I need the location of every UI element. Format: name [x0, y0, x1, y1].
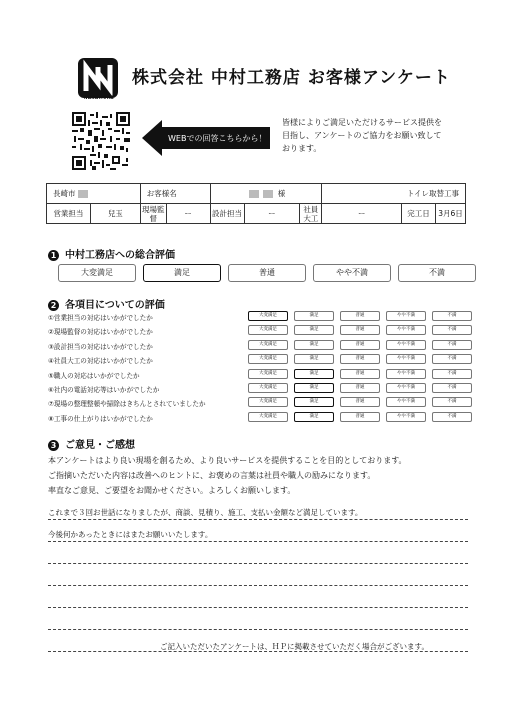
- question-label: ④社員大工の対応はいかがでしたか: [48, 357, 153, 366]
- intro-line: 皆様によりご満足いただけるサービス提供を: [282, 118, 442, 127]
- rating-option[interactable]: やや不満: [386, 354, 426, 364]
- sales-value: 兒玉: [90, 204, 140, 224]
- rating-option-selected[interactable]: 満足: [294, 412, 334, 422]
- rating-option[interactable]: 普通: [340, 340, 380, 350]
- redacted-mark: [263, 190, 273, 198]
- nakamura-logo-icon: [78, 58, 118, 98]
- section3-paragraph: [48, 453, 468, 498]
- comment-line[interactable]: 今後何かあったときにはまたお願いいたします。: [48, 524, 468, 542]
- comment-line[interactable]: [48, 546, 468, 564]
- intro-line: 目指し、アンケートのご協力をお願い致して: [282, 131, 442, 140]
- rating-option[interactable]: 普通: [340, 325, 380, 335]
- rating-option[interactable]: 大変満足: [248, 354, 288, 364]
- rating-option[interactable]: 大変満足: [248, 397, 288, 407]
- overall-option[interactable]: 普通: [228, 264, 306, 282]
- section3-heading: [48, 436, 135, 451]
- overall-option[interactable]: 不満: [398, 264, 476, 282]
- comment-line[interactable]: [48, 568, 468, 586]
- question-row: [48, 383, 478, 396]
- page-title: 株式会社 中村工務店 お客様アンケート: [132, 68, 451, 88]
- rating-option[interactable]: 不満: [432, 383, 472, 393]
- rating-option[interactable]: 大変満足: [248, 369, 288, 379]
- question-label: ③設計担当の対応はいかがでしたか: [48, 342, 153, 351]
- customer-label: お客様名: [140, 184, 210, 204]
- rating-option[interactable]: 普通: [340, 412, 380, 422]
- rating-option[interactable]: 普通: [340, 383, 380, 393]
- intro-line: おります。: [282, 144, 322, 153]
- rating-option-selected[interactable]: 満足: [294, 397, 334, 407]
- rating-option[interactable]: やや不満: [386, 412, 426, 422]
- comment-line[interactable]: [48, 590, 468, 608]
- carpenter-label: 社員大工: [300, 204, 322, 224]
- section-title: ご意見・ご感想: [65, 440, 135, 451]
- rating-option[interactable]: 不満: [432, 397, 472, 407]
- intro-text: [282, 116, 472, 155]
- section-number: 2: [48, 300, 59, 311]
- overall-option-selected[interactable]: 満足: [143, 264, 221, 282]
- sales-label: 営業担当: [47, 204, 91, 224]
- customer-name-cell: 様: [210, 184, 322, 204]
- rating-option[interactable]: やや不満: [386, 397, 426, 407]
- redacted-mark: [78, 190, 88, 198]
- overall-option[interactable]: 大変満足: [58, 264, 136, 282]
- logo-text: NAKAMURA: [83, 95, 115, 100]
- rating-option[interactable]: 大変満足: [248, 383, 288, 393]
- question-row: [48, 412, 478, 425]
- rating-option[interactable]: 大変満足: [248, 412, 288, 422]
- section-title: 中村工務店への総合評価: [65, 250, 175, 261]
- rating-option[interactable]: 不満: [432, 325, 472, 335]
- paragraph-line: 率直なご意見、ご要望をお聞かせください。よろしくお願いします。: [48, 486, 296, 495]
- question-label: ⑦現場の整理整頓や掃除はきちんとされていましたか: [48, 400, 206, 409]
- footer-note: ご記入いただいたアンケートは、ＨＰに掲載させていただく場合がございます。: [160, 642, 429, 651]
- rating-option[interactable]: 普通: [340, 311, 380, 321]
- paragraph-line: ご指摘いただいた内容は改善へのヒントに、お褒めの言葉は社員や職人の励みになります。: [48, 471, 376, 480]
- complete-label: 完工日: [402, 204, 436, 224]
- question-row: [48, 325, 478, 338]
- carpenter-value: ー: [322, 204, 402, 224]
- rating-option[interactable]: 満足: [294, 340, 334, 350]
- question-label: ⑥社内の電話対応等はいかがでしたか: [48, 386, 160, 394]
- rating-option[interactable]: 不満: [432, 311, 472, 321]
- complete-value: 3月6日: [436, 204, 466, 224]
- comment-line[interactable]: [48, 612, 468, 630]
- question-row: [48, 369, 478, 382]
- section2-heading: [48, 296, 165, 311]
- redacted-mark: [249, 190, 259, 198]
- customer-info-table: [46, 183, 466, 224]
- rating-option-selected[interactable]: 満足: [294, 383, 334, 393]
- rating-option[interactable]: やや不満: [386, 369, 426, 379]
- question-row: [48, 340, 478, 353]
- question-label: ⑧工事の仕上がりはいかがでしたか: [48, 414, 153, 423]
- rating-option[interactable]: 満足: [294, 311, 334, 321]
- rating-option[interactable]: 不満: [432, 412, 472, 422]
- overall-option[interactable]: やや不満: [313, 264, 391, 282]
- question-row: [48, 311, 478, 324]
- rating-option[interactable]: 不満: [432, 354, 472, 364]
- paragraph-line: 本アンケートはより良い現場を創るため、より良いサービスを提供することを目的としております。: [48, 456, 407, 465]
- rating-option[interactable]: やや不満: [386, 311, 426, 321]
- web-answer-label[interactable]: WEBでの回答こちらから！: [168, 134, 267, 143]
- rating-option-selected[interactable]: 大変満足: [248, 311, 288, 321]
- rating-option[interactable]: やや不満: [386, 325, 426, 335]
- section1-heading: [48, 246, 175, 261]
- rating-option[interactable]: 大変満足: [248, 325, 288, 335]
- comment-line[interactable]: これまで３回お世話になりましたが、商談、見積り、施工、支払い金額など満足しています。: [48, 502, 468, 520]
- section-title: 各項目についての評価: [65, 300, 165, 311]
- question-label: ①営業担当の対応はいかがでしたか: [48, 314, 153, 322]
- rating-option[interactable]: 満足: [294, 354, 334, 364]
- city-cell: 長崎市: [47, 184, 141, 204]
- rating-option[interactable]: 満足: [294, 325, 334, 335]
- rating-option[interactable]: 普通: [340, 369, 380, 379]
- design-value: ー: [244, 204, 300, 224]
- rating-option[interactable]: 不満: [432, 369, 472, 379]
- rating-option[interactable]: 不満: [432, 340, 472, 350]
- question-row: [48, 354, 478, 367]
- site-label: 現場監督: [141, 204, 165, 223]
- rating-option[interactable]: やや不満: [386, 340, 426, 350]
- work-type: トイレ取替工事: [322, 184, 466, 204]
- rating-option[interactable]: 普通: [340, 397, 380, 407]
- question-label: ②現場監督の対応はいかがでしたか: [48, 328, 153, 337]
- question-row: [48, 397, 478, 410]
- question-label: ⑤職人の対応はいかがでしたか: [48, 371, 140, 380]
- rating-option[interactable]: 大変満足: [248, 340, 288, 350]
- rating-option[interactable]: やや不満: [386, 383, 426, 393]
- qr-code-icon[interactable]: [72, 112, 130, 170]
- section-number: 3: [48, 440, 59, 451]
- section-number: 1: [48, 250, 59, 261]
- rating-option[interactable]: 普通: [340, 354, 380, 364]
- rating-option-selected[interactable]: 満足: [294, 369, 334, 379]
- design-label: 設計担当: [210, 204, 244, 224]
- site-value: ー: [166, 204, 210, 224]
